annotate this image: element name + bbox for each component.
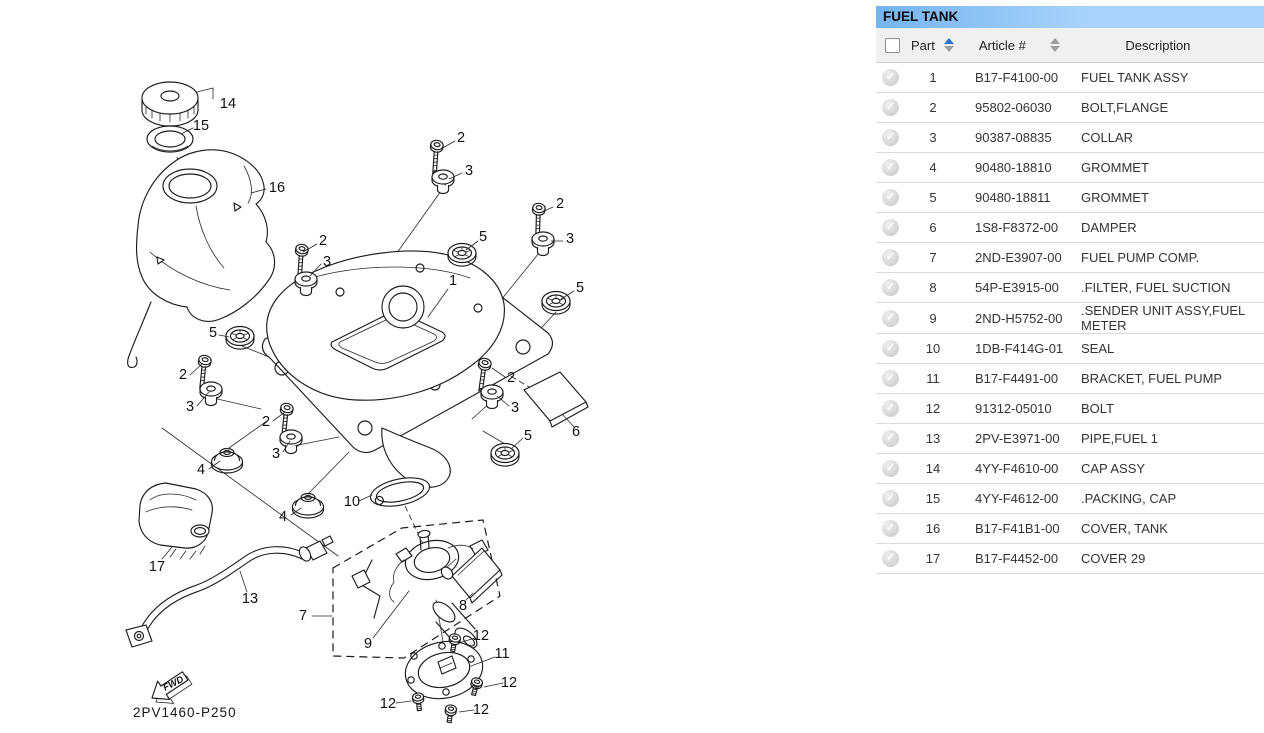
grommet-glyph xyxy=(226,327,254,350)
part-number: 3 xyxy=(929,130,937,145)
sort-icon-article[interactable] xyxy=(1050,38,1060,52)
grommet-glyph xyxy=(542,292,570,315)
check-cell xyxy=(876,159,906,176)
cover-29-part xyxy=(139,483,212,559)
table-row[interactable] xyxy=(876,364,1264,394)
description: .SENDER UNIT ASSY,FUEL METER xyxy=(1081,303,1245,333)
part-callout: 3 xyxy=(322,254,332,270)
row-check-icon[interactable]: ✓ xyxy=(882,159,899,176)
sort-icon-part[interactable] xyxy=(944,38,954,52)
grommet-glyph xyxy=(293,494,324,519)
part-callout: 5 xyxy=(523,428,533,444)
description: BOLT xyxy=(1081,401,1114,416)
part-callout: 11 xyxy=(494,646,510,662)
part-callout: 15 xyxy=(192,118,210,134)
fwd-label: FWD xyxy=(161,674,186,694)
column-header-part[interactable]: Part xyxy=(911,37,935,53)
description: FUEL TANK ASSY xyxy=(1081,70,1189,85)
row-check-icon[interactable]: ✓ xyxy=(882,400,899,417)
collar-glyph xyxy=(481,385,503,409)
part-callout: 3 xyxy=(464,163,474,179)
row-check-icon[interactable]: ✓ xyxy=(882,189,899,206)
grommet-glyph xyxy=(491,444,519,467)
collar-glyph xyxy=(532,232,554,256)
article-number: 1S8-F8372-00 xyxy=(975,220,1059,235)
description: CAP ASSY xyxy=(1081,461,1146,476)
table-row[interactable] xyxy=(876,93,1264,123)
row-check-icon[interactable]: ✓ xyxy=(882,310,899,327)
row-check-icon[interactable]: ✓ xyxy=(882,129,899,146)
part-number: 10 xyxy=(925,341,941,356)
check-cell xyxy=(876,99,906,116)
part-callout: 5 xyxy=(478,229,488,245)
part-number: 14 xyxy=(925,461,941,476)
article-number: B17-F4452-00 xyxy=(975,551,1059,566)
description: SEAL xyxy=(1081,341,1115,356)
check-cell xyxy=(876,69,906,86)
article-number: B17-F41B1-00 xyxy=(975,521,1060,536)
description: COVER, TANK xyxy=(1081,521,1168,536)
row-check-icon[interactable]: ✓ xyxy=(882,370,899,387)
table-row[interactable] xyxy=(876,183,1264,213)
table-row[interactable] xyxy=(876,454,1264,484)
description: GROMMET xyxy=(1081,190,1149,205)
part-callout: 2 xyxy=(261,414,271,430)
check-cell xyxy=(876,550,906,567)
part-callout: 12 xyxy=(500,675,518,691)
table-row[interactable] xyxy=(876,63,1264,93)
table-row[interactable] xyxy=(876,484,1264,514)
part-callout: 2 xyxy=(178,367,188,383)
article-number: 54P-E3915-00 xyxy=(975,280,1059,295)
column-header-description[interactable]: Description xyxy=(1125,37,1191,53)
part-callout: 9 xyxy=(363,636,373,652)
part-number: 4 xyxy=(929,160,937,175)
table-row[interactable] xyxy=(876,273,1264,303)
collar-glyph xyxy=(200,382,222,406)
check-cell xyxy=(876,400,906,417)
part-callout: 2 xyxy=(318,233,328,249)
part-callout: 7 xyxy=(298,608,308,624)
part-callout: 2 xyxy=(506,370,516,386)
check-cell xyxy=(876,520,906,537)
part-callout: 16 xyxy=(268,180,286,196)
table-row[interactable] xyxy=(876,334,1264,364)
row-check-icon[interactable]: ✓ xyxy=(882,69,899,86)
cap-assy-part xyxy=(142,82,198,126)
row-check-icon[interactable]: ✓ xyxy=(882,99,899,116)
table-row[interactable] xyxy=(876,123,1264,153)
part-callout: 5 xyxy=(208,325,218,341)
article-number: 2ND-E3907-00 xyxy=(975,250,1062,265)
packing-cap-part xyxy=(147,126,193,152)
article-number: 95802-06030 xyxy=(975,100,1052,115)
table-row[interactable] xyxy=(876,424,1264,454)
parts-table-panel xyxy=(876,0,1264,574)
part-callout: 3 xyxy=(565,231,575,247)
fuel-pipe-part xyxy=(126,536,333,647)
part-callout: 17 xyxy=(148,559,166,575)
row-check-icon[interactable]: ✓ xyxy=(882,279,899,296)
row-check-icon[interactable]: ✓ xyxy=(882,219,899,236)
part-callout: 2 xyxy=(555,196,565,212)
part-callout: 1 xyxy=(448,273,458,289)
sort-down-triangle xyxy=(1050,46,1060,52)
check-cell xyxy=(876,129,906,146)
part-callout: 4 xyxy=(196,462,206,478)
screw-glyph xyxy=(444,704,457,723)
article-number: B17-F4491-00 xyxy=(975,371,1059,386)
description: .FILTER, FUEL SUCTION xyxy=(1081,280,1231,295)
row-check-icon[interactable]: ✓ xyxy=(882,550,899,567)
row-check-icon[interactable]: ✓ xyxy=(882,460,899,477)
part-number: 12 xyxy=(925,401,941,416)
table-row[interactable] xyxy=(876,213,1264,243)
part-callout: 5 xyxy=(575,280,585,296)
bolt-glyph xyxy=(426,139,444,174)
part-callout: 10 xyxy=(343,494,361,510)
article-number: 2ND-H5752-00 xyxy=(975,310,1063,326)
select-all-checkbox[interactable] xyxy=(885,38,900,53)
row-check-icon[interactable]: ✓ xyxy=(882,520,899,537)
figure-code: 2PV1460-P250 xyxy=(133,705,237,720)
check-cell xyxy=(876,430,906,447)
article-number: 4YY-F4612-00 xyxy=(975,491,1059,506)
article-number: 90480-18810 xyxy=(975,160,1052,175)
table-row[interactable] xyxy=(876,153,1264,183)
part-callout: 3 xyxy=(271,446,281,462)
part-callout: 3 xyxy=(185,399,195,415)
part-callout: 14 xyxy=(219,96,237,112)
part-number: 8 xyxy=(929,280,937,295)
part-callout: 12 xyxy=(379,696,397,712)
part-callout: 13 xyxy=(241,591,259,607)
damper-part xyxy=(524,372,588,427)
article-number: 90387-08835 xyxy=(975,130,1052,145)
row-check-icon[interactable]: ✓ xyxy=(882,490,899,507)
article-number: B17-F4100-00 xyxy=(975,70,1059,85)
part-callout: 6 xyxy=(571,424,581,440)
part-number: 9 xyxy=(929,310,937,326)
description: BOLT,FLANGE xyxy=(1081,100,1169,115)
description: GROMMET xyxy=(1081,160,1149,175)
table-row[interactable] xyxy=(876,514,1264,544)
description: .PACKING, CAP xyxy=(1081,491,1177,506)
description: COVER 29 xyxy=(1081,551,1146,566)
table-row[interactable] xyxy=(876,394,1264,424)
part-callout: 3 xyxy=(510,400,520,416)
part-callout: 8 xyxy=(458,598,468,614)
description: BRACKET, FUEL PUMP xyxy=(1081,371,1223,386)
table-title: FUEL TANK xyxy=(876,6,1264,28)
column-header-article[interactable]: Article # xyxy=(978,37,1026,53)
description: PIPE,FUEL 1 xyxy=(1081,431,1158,446)
row-check-icon[interactable]: ✓ xyxy=(882,340,899,357)
part-number: 16 xyxy=(925,521,941,536)
part-number: 17 xyxy=(925,551,941,566)
article-number: 91312-05010 xyxy=(975,401,1052,416)
part-number: 15 xyxy=(925,491,941,506)
part-number: 13 xyxy=(925,431,941,446)
part-callout: 2 xyxy=(456,130,466,146)
sort-up-triangle xyxy=(1050,38,1060,44)
check-cell xyxy=(876,460,906,477)
table-row[interactable] xyxy=(876,303,1264,334)
article-number: 1DB-F414G-01 xyxy=(975,341,1064,356)
table-body xyxy=(876,63,1264,574)
fwd-arrow xyxy=(152,672,192,704)
row-check-icon[interactable]: ✓ xyxy=(882,249,899,266)
collar-glyph xyxy=(280,430,302,454)
description: DAMPER xyxy=(1081,220,1137,235)
sort-up-triangle xyxy=(944,38,954,44)
check-cell xyxy=(876,219,906,236)
article-number: 4YY-F4610-00 xyxy=(975,461,1059,476)
collar-glyph xyxy=(432,170,454,194)
check-cell xyxy=(876,370,906,387)
part-callout: 4 xyxy=(278,509,288,525)
check-cell xyxy=(876,340,906,357)
row-check-icon[interactable]: ✓ xyxy=(882,430,899,447)
grommet-glyph xyxy=(448,244,476,267)
screw-glyph xyxy=(412,692,425,711)
check-cell xyxy=(876,279,906,296)
check-cell xyxy=(876,189,906,206)
part-callout: 12 xyxy=(472,702,490,718)
article-number: 90480-18811 xyxy=(975,190,1051,205)
description: COLLAR xyxy=(1081,130,1134,145)
description: FUEL PUMP COMP. xyxy=(1081,250,1200,265)
article-number: 2PV-E3971-00 xyxy=(975,431,1060,446)
grommet-glyph xyxy=(212,449,243,474)
check-cell xyxy=(876,490,906,507)
table-header-row xyxy=(876,28,1264,63)
table-row[interactable] xyxy=(876,544,1264,574)
part-number: 7 xyxy=(929,250,937,265)
part-number: 2 xyxy=(929,100,937,115)
part-number: 5 xyxy=(929,190,937,205)
check-cell xyxy=(876,249,906,266)
part-number: 11 xyxy=(926,371,940,386)
part-callout: 12 xyxy=(472,628,490,644)
sort-down-triangle xyxy=(944,46,954,52)
part-number: 1 xyxy=(929,70,937,85)
check-cell xyxy=(876,310,906,327)
part-number: 6 xyxy=(929,220,937,235)
table-row[interactable] xyxy=(876,243,1264,273)
